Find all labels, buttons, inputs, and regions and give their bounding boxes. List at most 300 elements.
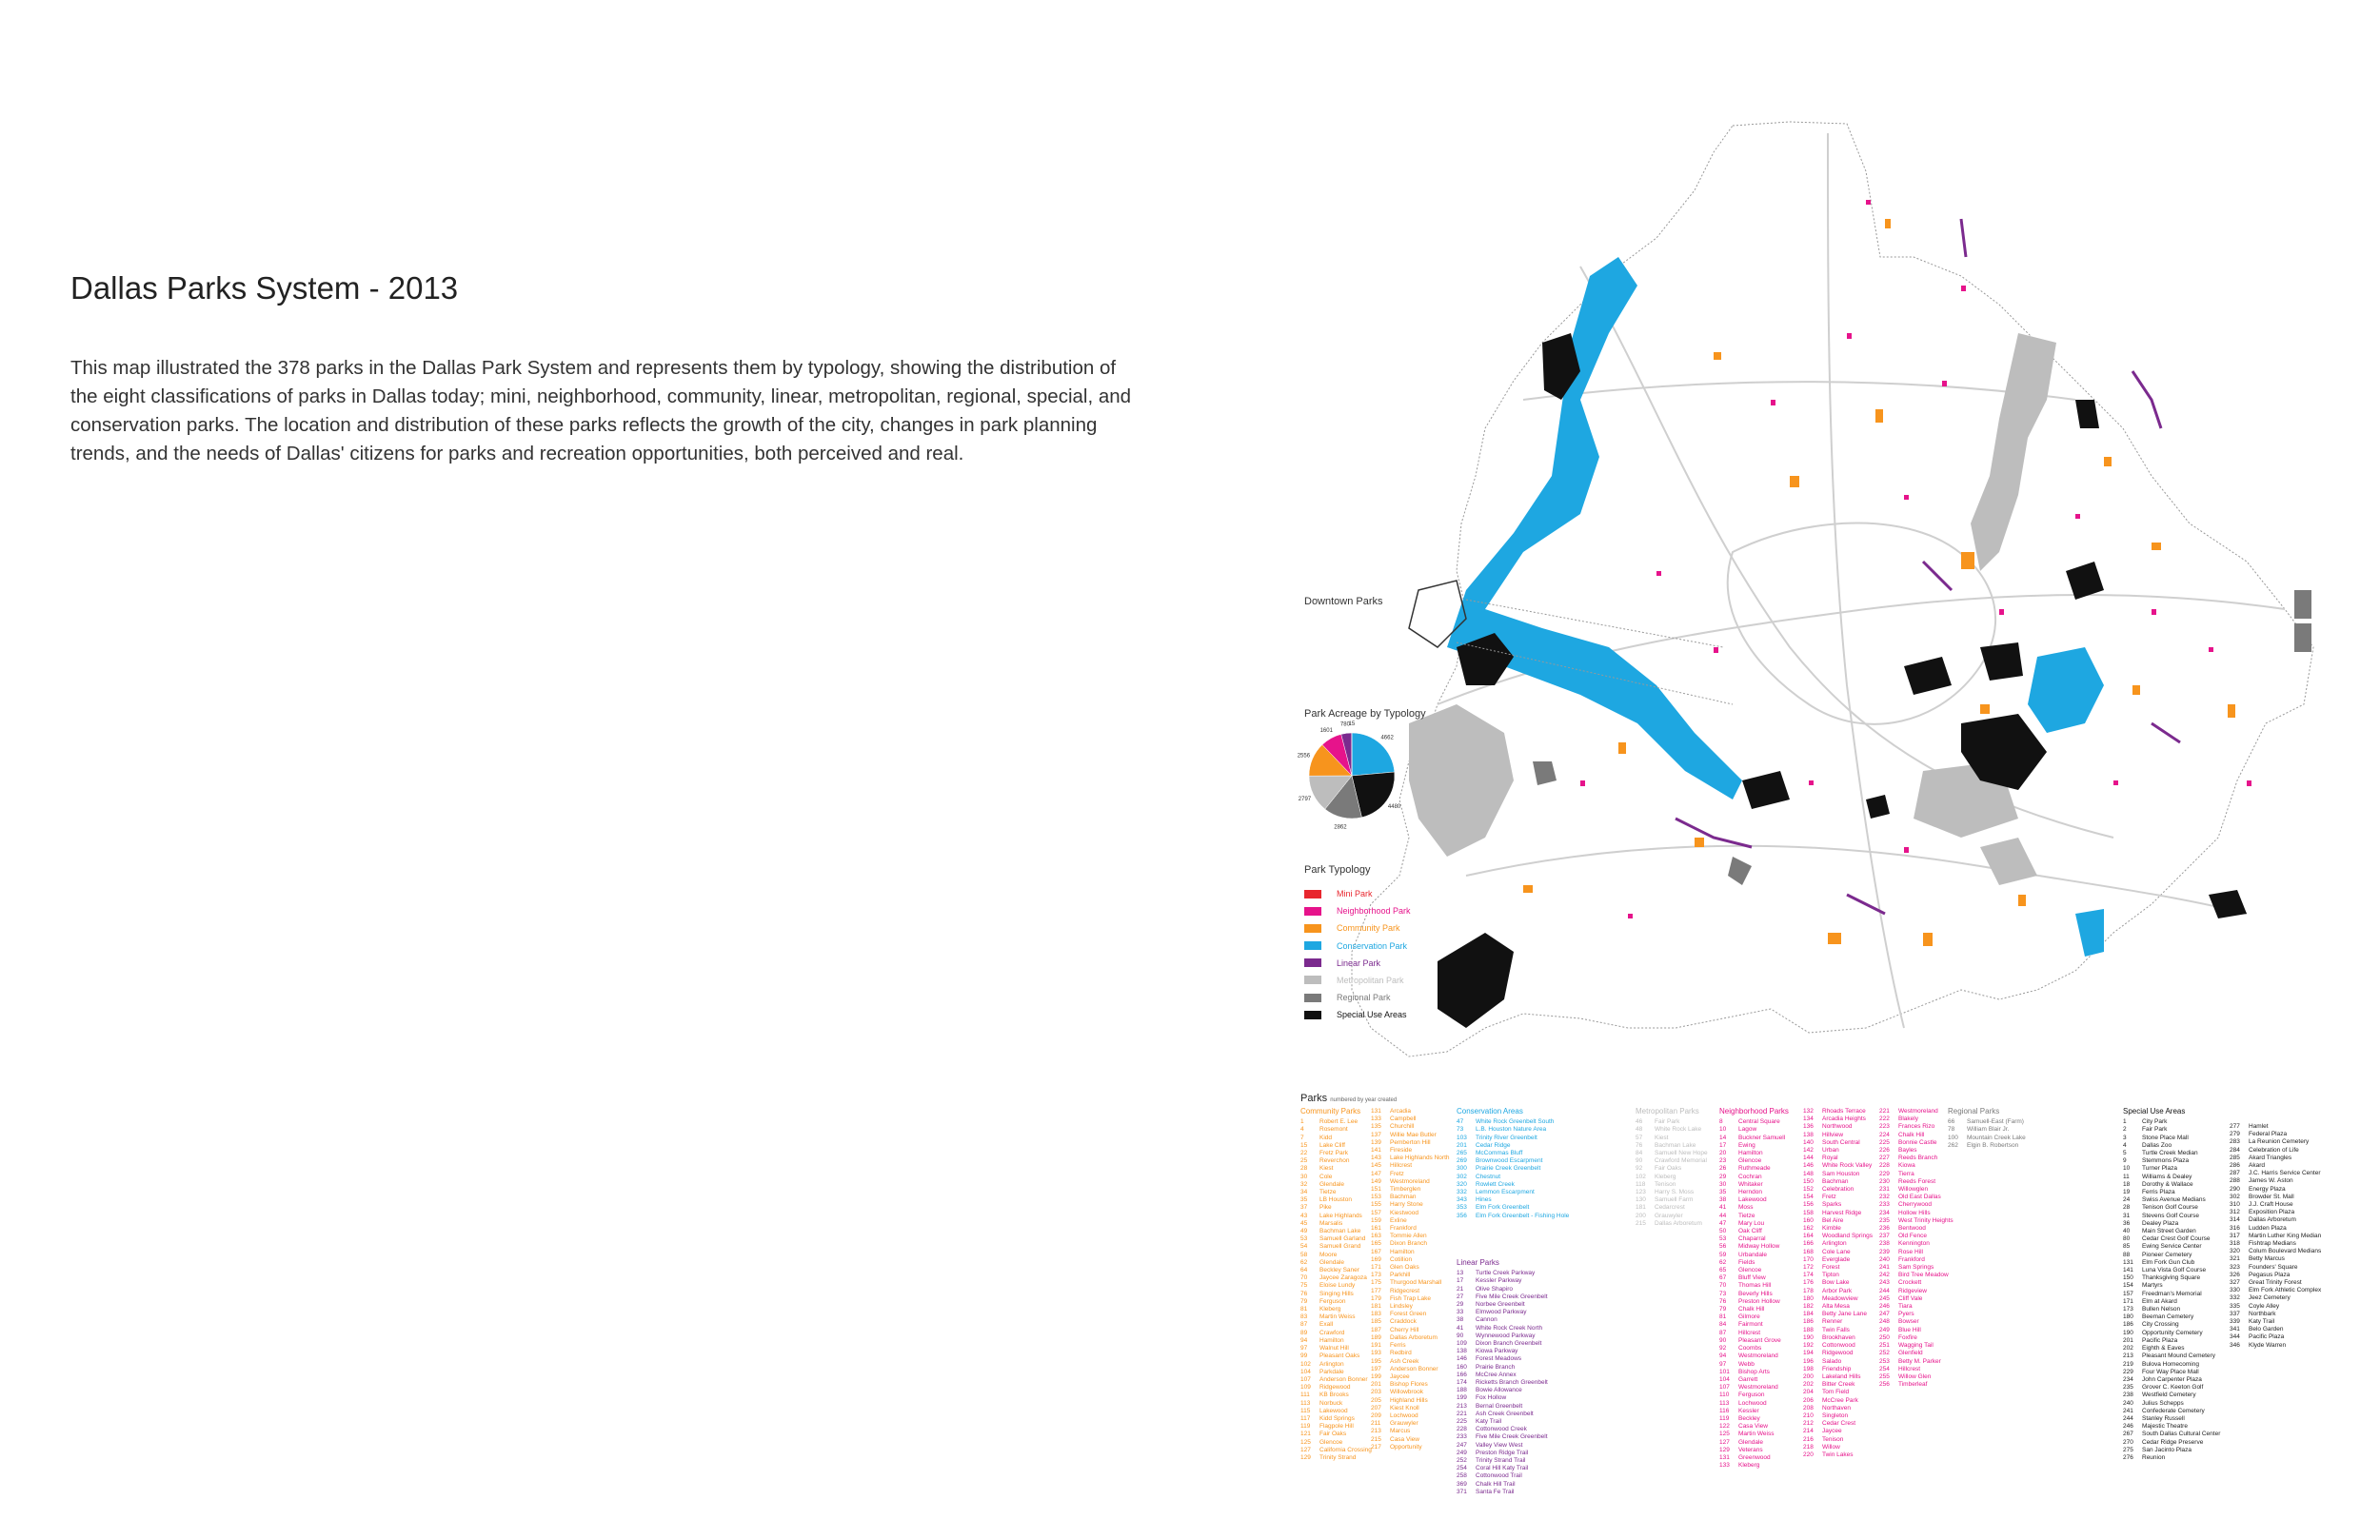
index-row: 43 Lake Highlands [1300,1212,1362,1219]
index-row: 26 Ruthmeade [1719,1165,1771,1173]
index-row: 241 Confederate Cemetery [2123,1407,2205,1414]
index-row: 285 Akard Triangles [2230,1154,2292,1161]
index-row: 201 Bishop Flores [1371,1381,1428,1389]
index-row: 129 Veterans [1719,1446,1763,1453]
index-row: 34 Tietze [1300,1189,1337,1196]
index-row: 240 Julius Schepps [2123,1399,2184,1407]
index-row: 244 Stanley Russell [2123,1414,2185,1422]
index-row: 199 Fox Hollow [1457,1394,1507,1402]
index-row: 287 J.C. Harris Service Center [2230,1170,2321,1177]
index-column-title: Conservation Areas [1457,1107,1523,1116]
index-row: 75 Eloise Lundy [1300,1282,1356,1290]
index-row: 210 Singleton [1803,1412,1849,1419]
index-column-community [1371,1108,1450,1451]
index-row: 136 Northwood [1803,1123,1853,1131]
index-row: 171 Elm at Akard [2123,1297,2177,1305]
index-row: 335 Coyle Alley [2230,1302,2280,1310]
index-row: 172 Forest [1803,1264,1840,1272]
index-row: 92 Fair Oaks [1636,1165,1682,1173]
index-row: 222 Blakely [1879,1116,1918,1123]
index-row: 138 Hillview [1803,1131,1844,1138]
page-description: This map illustrated the 378 parks in the Dallas Park System and represents them by typology, showing the distribution of the eight classifications of parks in Dallas today; mini, neighborhood, community, linear, metropolitan, regional, special, and conservation parks. The location and distribution of these parks reflects the growth of the city, changes in park planning trends, and the needs of Dallas' citizens for parks and recreation opportunities, both perceived and real. [70,357,1132,464]
index-row: 326 Pegasus Plaza [2230,1271,2291,1278]
typology-item-conservation [1304,938,1457,955]
index-row: 53 Samuell Garland [1300,1235,1366,1243]
index-row: 332 Jeez Cemetery [2230,1294,2291,1302]
index-row: 15 Lake Cliff [1300,1141,1345,1149]
index-row: 117 Kidd Springs [1300,1414,1355,1422]
typology-label: Community Park [1337,923,1400,934]
pie-label: 1601 [1319,727,1333,734]
index-row: 138 Kiowa Parkway [1457,1348,1518,1355]
index-row: 78 William Blair Jr. [1948,1126,2010,1134]
index-row: 73 L.B. Houston Nature Area [1457,1126,1547,1134]
index-row: 122 Casa View [1719,1423,1768,1431]
index-row: 186 City Crossing [2123,1321,2179,1329]
index-row: 190 Opportunity Cemetery [2123,1329,2203,1336]
index-column-community [1300,1108,1372,1462]
index-column-title: Regional Parks [1948,1107,2000,1116]
index-row: 180 Meadowview [1803,1294,1858,1302]
index-row: 249 Preston Ridge Trail [1457,1449,1529,1456]
index-row: 4 Rosemont [1300,1126,1348,1134]
index-row: 152 Celebration [1803,1186,1854,1194]
index-row: 150 Bachman [1803,1177,1849,1185]
index-row: 212 Cedar Crest [1803,1420,1856,1428]
typology-label: Neighborhood Park [1337,906,1411,917]
index-row: 115 Lakewood [1300,1407,1348,1414]
typology-label: Mini Park [1337,889,1373,898]
metropolitan-areas [1409,333,2056,885]
index-row: 33 Elmwood Parkway [1457,1309,1527,1316]
index-row: 87 Exall [1300,1321,1334,1329]
index-row: 154 Martyrs [2123,1282,2163,1290]
index-row: 14 Buckner Samuell [1719,1134,1786,1141]
index-row: 190 Brookhaven [1803,1333,1855,1341]
index-row: 23 Glencoe [1719,1157,1762,1165]
index-row: 173 Bullen Nelson [2123,1306,2181,1313]
index-row: 141 Luna Vista Golf Course [2123,1267,2207,1274]
index-row: 38 Cannon [1457,1316,1497,1324]
index-row: 310 J.J. Craft House [2230,1201,2293,1209]
index-row: 70 Jaycee Zaragoza [1300,1274,1367,1282]
typology-label: Regional Park [1337,993,1391,1003]
index-row: 131 Greenwood [1719,1453,1771,1461]
index-row: 62 Glendale [1300,1258,1345,1266]
index-row: 79 Ferguson [1300,1297,1346,1305]
index-row: 316 Ludden Plaza [2230,1224,2287,1232]
index-row: 164 Woodland Springs [1803,1233,1873,1240]
index-row: 50 Oak Cliff [1719,1228,1762,1235]
index-row: 235 Grover C. Keeton Golf [2123,1384,2204,1392]
index-row: 140 South Central [1803,1138,1860,1146]
pie-label: 2862 [1334,824,1347,831]
index-row: 339 Katy Trail [2230,1318,2275,1326]
index-row: 211 Grauwyler [1371,1420,1418,1428]
index-row: 243 Crockett [1879,1279,1922,1287]
index-row: 207 Kiest Knoll [1371,1404,1419,1412]
index-row: 119 Flagpole Hill [1300,1423,1354,1431]
index-row: 199 Jaycee [1371,1372,1410,1380]
index-row: 270 Cedar Ridge Preserve [2123,1438,2204,1446]
index-row: 247 Valley View West [1457,1441,1523,1449]
index-row: 160 Bel Aire [1803,1216,1844,1224]
index-row: 84 Samuell New Hope [1636,1150,1708,1157]
index-row: 344 Pacific Plaza [2230,1333,2285,1341]
index-row: 53 Chaparral [1719,1235,1766,1243]
index-column-title: Community Parks [1300,1107,1361,1116]
index-row: 162 Kimble [1803,1225,1841,1233]
index-column-conservation [1457,1108,1569,1220]
index-row: 37 Pike [1300,1204,1332,1212]
index-row: 220 Twin Lakes [1803,1451,1854,1458]
index-row: 76 Singing Hills [1300,1290,1354,1297]
index-row: 208 Northaven [1803,1404,1851,1412]
index-row: 181 Cedarcrest [1636,1204,1685,1212]
index-column-neighborhood [1879,1108,1954,1389]
index-row: 286 Akard [2230,1162,2265,1170]
index-row: 24 Swiss Avenue Medians [2123,1196,2206,1204]
index-row: 139 Pemberton Hill [1371,1138,1431,1146]
swatch-community [1304,924,1321,933]
index-row: 229 Four Way Place Mall [2123,1368,2199,1375]
index-row: 35 LB Houston [1300,1196,1352,1204]
pie-label: 2797 [1298,796,1312,802]
index-row: 248 Bowser [1879,1318,1919,1326]
index-row: 176 Bow Lake [1803,1279,1850,1287]
index-column-title: Neighborhood Parks [1719,1107,1789,1116]
index-row: 109 Ridgewood [1300,1384,1351,1392]
index-row: 67 Bluff View [1719,1274,1766,1282]
index-row: 353 Elm Fork Greenbelt [1457,1204,1530,1212]
index-row: 94 Westmoreland [1719,1352,1778,1360]
index-row: 62 Fields [1719,1258,1755,1266]
index-row: 2 Fair Park [2123,1126,2168,1134]
index-row: 226 Bayles [1879,1147,1917,1155]
typology-label: Metropolitan Park [1337,975,1404,985]
index-row: 265 McCommas Bluff [1457,1150,1523,1157]
index-row: 129 Trinity Strand [1300,1453,1357,1461]
index-row: 73 Beverly Hills [1719,1290,1773,1297]
index-row: 113 Norbuck [1300,1399,1343,1407]
index-row: 246 Tiara [1879,1303,1913,1311]
index-row: 253 Betty M. Parker [1879,1357,1941,1365]
index-row: 179 Fish Trap Lake [1371,1294,1431,1302]
index-row: 141 Fireside [1371,1147,1413,1155]
index-column-linear [1457,1259,1548,1496]
index-row: 181 Lindsley [1371,1303,1413,1311]
index-row: 47 White Rock Greenbelt South [1457,1118,1555,1126]
index-row: 189 Dallas Arboretum [1371,1333,1438,1341]
swatch-metropolitan [1304,976,1321,984]
index-row: 241 Sam Springs [1879,1264,1934,1272]
index-row: 188 Twin Falls [1803,1326,1850,1333]
index-row: 184 Betty Jane Lane [1803,1311,1867,1318]
index-row: 28 Kiest [1300,1165,1334,1173]
index-row: 178 Arbor Park [1803,1287,1853,1294]
index-row: 10 Lagow [1719,1126,1757,1134]
acreage-pie-chart [1276,714,1428,838]
index-row: 36 Dealey Plaza [2123,1219,2179,1227]
index-row: 48 White Rock Lake [1636,1126,1702,1134]
index-column-title: Special Use Areas [2123,1107,2186,1116]
typology-item-regional [1304,989,1457,1006]
index-row: 38 Lakewood [1719,1196,1767,1204]
index-row: 283 La Reunion Cemetery [2230,1138,2310,1146]
index-row: 54 Samuell Grand [1300,1243,1361,1251]
index-row: 88 Pioneer Cemetery [2123,1251,2192,1258]
typology-legend-title: Park Typology [1304,864,1371,876]
index-row: 221 Westmoreland [1879,1108,1938,1115]
index-row: 76 Preston Hollow [1719,1297,1780,1305]
regional-areas [1533,590,2311,885]
index-row: 323 Founders' Square [2230,1263,2298,1271]
index-row: 57 Kiest [1636,1134,1669,1141]
index-row: 127 California Crossing [1300,1446,1372,1453]
index-row: 119 Beckley [1719,1414,1760,1422]
index-row: 317 Martin Luther King Median [2230,1232,2322,1239]
index-row: 131 Elm Fork Gun Club [2123,1258,2195,1266]
index-row: 135 Churchill [1371,1123,1415,1131]
conservation-se [2075,909,2104,957]
trinity-river [1447,257,1742,800]
index-row: 175 Thurgood Marshall [1371,1279,1442,1287]
index-row: 314 Dallas Arboretum [2230,1216,2296,1224]
index-row: 247 Pyers [1879,1311,1914,1318]
index-row: 238 Kennington [1879,1240,1930,1248]
index-row: 215 Casa View [1371,1435,1419,1443]
index-row: 173 Parkhill [1371,1272,1411,1279]
index-row: 110 Ferguson [1719,1392,1765,1399]
index-row: 154 Fretz [1803,1194,1836,1201]
index-row: 239 Rose Hill [1879,1248,1924,1255]
swatch-conservation [1304,941,1321,950]
index-row: 30 Whitaker [1719,1180,1763,1188]
index-row: 100 Mountain Creek Lake [1948,1134,2026,1141]
index-row: 160 Prairie Branch [1457,1363,1516,1371]
index-row: 206 McCree Park [1803,1396,1858,1404]
index-row: 249 Blue Hill [1879,1326,1921,1333]
index-row: 269 Brownwood Escarpment [1457,1157,1543,1165]
index-row: 229 Tierra [1879,1170,1914,1177]
index-row: 320 Rowlett Creek [1457,1180,1515,1188]
index-row: 3 Stone Place Mall [2123,1134,2189,1141]
index-row: 216 Tenison [1803,1435,1844,1443]
index-row: 155 Harry Stone [1371,1201,1423,1209]
index-row: 45 Marsalis [1300,1219,1343,1227]
index-row: 22 Fretz Park [1300,1150,1348,1157]
index-row: 157 Kiestwood [1371,1209,1418,1216]
index-row: 58 Moore [1300,1251,1338,1258]
index-row: 104 Parkdale [1300,1368,1344,1375]
index-row: 49 Bachman Lake [1300,1228,1361,1235]
index-row: 56 Midway Hollow [1719,1243,1780,1251]
index-row: 318 Fishtrap Medians [2230,1240,2296,1248]
pie-label: 4480 [1387,804,1401,811]
index-row: 166 McCree Annex [1457,1371,1517,1378]
index-row: 219 Bulova Homecoming [2123,1360,2199,1368]
index-row: 65 Glencoe [1719,1267,1762,1274]
index-row: 262 Elgin B. Robertson [1948,1141,2019,1149]
index-row: 29 Norbee Greenbelt [1457,1301,1525,1309]
index-row: 232 Old East Dallas [1879,1194,1941,1201]
index-row: 90 Pleasant Grove [1719,1336,1781,1344]
index-row: 225 Katy Trail [1457,1418,1502,1426]
index-row: 159 Exline [1371,1216,1407,1224]
index-row: 166 Arlington [1803,1240,1847,1248]
index-row: 174 Tipton [1803,1272,1839,1279]
index-row: 246 Majestic Theatre [2123,1423,2188,1431]
index-row: 111 KB Brooks [1300,1392,1349,1399]
index-row: 341 Belo Garden [2230,1326,2284,1333]
index-row: 230 Reeds Forest [1879,1177,1936,1185]
index-row: 302 Browder St. Mall [2230,1193,2294,1200]
index-column-special [2123,1108,2220,1462]
typology-label: Conservation Park [1337,940,1408,951]
index-row: 254 Coral Hill Katy Trail [1457,1465,1529,1472]
index-row: 90 Wynnewood Parkway [1457,1332,1536,1339]
index-row: 201 Cedar Ridge [1457,1141,1511,1149]
index-row: 156 Sparks [1803,1201,1842,1209]
index-row: 332 Lemmon Escarpment [1457,1189,1535,1196]
index-row: 170 Everglade [1803,1255,1851,1263]
index-row: 237 Old Fence [1879,1233,1927,1240]
page-title: Dallas Parks System - 2013 [70,270,459,306]
index-row: 29 Cochran [1719,1173,1762,1180]
index-row: 234 John Carpenter Plaza [2123,1375,2202,1383]
index-row: 183 Forest Green [1371,1311,1427,1318]
index-row: 213 Pleasant Mound Cemetery [2123,1352,2215,1360]
swatch-special [1304,1011,1321,1019]
index-row: 302 Chestnut [1457,1173,1501,1180]
index-row: 192 Cottonwood [1803,1342,1855,1350]
index-row: 197 Anderson Bonner [1371,1365,1438,1372]
index-row: 133 Campbell [1371,1116,1417,1123]
index-row: 177 Ridgecrest [1371,1287,1420,1294]
index-row: 9 Stemmons Plaza [2123,1157,2190,1165]
index-row: 255 Willow Glen [1879,1372,1932,1380]
index-row: 163 Tommie Allen [1371,1233,1427,1240]
index-row: 149 Westmoreland [1371,1177,1430,1185]
index-row: 102 Kleberg [1636,1173,1676,1180]
index-row: 25 Reverchon [1300,1157,1350,1165]
index-row: 242 Bird Tree Meadow [1879,1272,1949,1279]
index-row: 223 Frances Rizo [1879,1123,1935,1131]
index-row: 225 Bonnie Castle [1879,1138,1937,1146]
index-row: 97 Webb [1719,1360,1755,1368]
index-row: 40 Main Street Garden [2123,1228,2196,1235]
index-row: 215 Dallas Arboretum [1636,1219,1702,1227]
index-row: 134 Arcadia Heights [1803,1116,1866,1123]
pie-label: 2556 [1297,753,1311,760]
index-row: 30 Cole [1300,1173,1333,1180]
index-row: 44 Tietze [1719,1212,1755,1219]
index-row: 10 Turner Plaza [2123,1165,2177,1173]
index-row: 131 Arcadia [1371,1108,1412,1115]
index-row: 321 Betty Marcus [2230,1255,2285,1263]
index-row: 343 Hines [1457,1196,1492,1204]
index-row: 312 Exposition Plaza [2230,1209,2295,1216]
index-row: 251 Wagging Tail [1879,1342,1934,1350]
index-column-metropolitan [1636,1108,1708,1228]
index-row: 174 Ricketts Branch Greenbelt [1457,1379,1548,1387]
index-row: 102 Arlington [1300,1360,1344,1368]
index-row: 1 Robert E. Lee [1300,1118,1359,1126]
index-row: 92 Coombs [1719,1345,1762,1352]
index-row: 127 Glendale [1719,1438,1764,1446]
index-row: 290 Energy Plaza [2230,1185,2286,1193]
index-row: 201 Pacific Plaza [2123,1336,2178,1344]
index-row: 59 Urbandale [1719,1251,1767,1258]
index-row: 103 Trinity River Greenbelt [1457,1134,1537,1141]
index-row: 81 Gilmore [1719,1313,1760,1321]
index-row: 17 Kessler Parkway [1457,1277,1522,1285]
index-row: 109 Dixon Branch Greenbelt [1457,1340,1542,1348]
index-row: 233 Five Mile Creek Greenbelt [1457,1433,1548,1441]
index-row: 186 Renner [1803,1318,1843,1326]
index-row: 284 Celebration of Life [2230,1146,2299,1154]
index-row: 195 Ash Creek [1371,1357,1419,1365]
index-row: 28 Tenison Golf Course [2123,1204,2198,1212]
index-row: 168 Cole Lane [1803,1248,1851,1255]
index-row: 151 Timberglen [1371,1186,1421,1194]
index-row: 288 James W. Aston [2230,1177,2293,1185]
index-row: 80 Cedar Crest Golf Course [2123,1235,2211,1243]
parks-index [1300,1093,2367,1495]
index-row: 144 Royal [1803,1155,1838,1162]
index-row: 79 Chalk Hill [1719,1306,1765,1313]
typology-label: Linear Park [1337,958,1381,968]
index-row: 107 Westmoreland [1719,1384,1778,1392]
index-row: 209 Lochwood [1371,1412,1418,1419]
index-row: 277 Hamlet [2230,1123,2269,1130]
index-row: 101 Bishop Arts [1719,1368,1770,1375]
index-row: 150 Thanksgiving Square [2123,1274,2201,1282]
index-row: 214 Jaycee [1803,1428,1842,1435]
index-row: 200 Grauwyler [1636,1212,1683,1219]
index-row: 46 Fair Park [1636,1118,1680,1126]
index-row: 180 Beeman Cemetery [2123,1313,2194,1321]
index-row: 153 Bachman [1371,1194,1417,1201]
index-row: 121 Fair Oaks [1300,1431,1347,1438]
index-row: 191 Ferris [1371,1342,1406,1350]
index-row: 90 Crawford Memorial [1636,1157,1707,1165]
index-row: 213 Marcus [1371,1428,1411,1435]
index-row: 205 Highland Hills [1371,1396,1428,1404]
index-row: 76 Bachman Lake [1636,1141,1696,1149]
index-row: 84 Fairmont [1719,1321,1763,1329]
index-row: 227 Reeds Branch [1879,1155,1938,1162]
index-row: 18 Dorothy & Wallace [2123,1180,2193,1188]
index-row: 158 Harvest Ridge [1803,1209,1862,1216]
index-row: 83 Martin Weiss [1300,1313,1356,1321]
index-row: 187 Cherry Hill [1371,1326,1419,1333]
index-row: 104 Garrett [1719,1375,1758,1383]
index-row: 147 Fretz [1371,1170,1404,1177]
index-row: 32 Glendale [1300,1180,1345,1188]
index-row: 116 Kessler [1719,1407,1759,1414]
index-row: 145 Hillcrest [1371,1162,1413,1170]
index-row: 5 Turtle Creek Median [2123,1150,2198,1157]
index-row: 234 Hollow Hills [1879,1209,1931,1216]
highways [1438,133,2285,1028]
index-row: 85 Ewing Service Center [2123,1243,2202,1251]
index-row: 1 City Park [2123,1118,2168,1126]
community-parks [1523,219,2235,946]
index-row: 371 Santa Fe Trail [1457,1488,1515,1495]
index-row: 196 Salado [1803,1357,1842,1365]
typology-item-metropolitan [1304,972,1457,989]
